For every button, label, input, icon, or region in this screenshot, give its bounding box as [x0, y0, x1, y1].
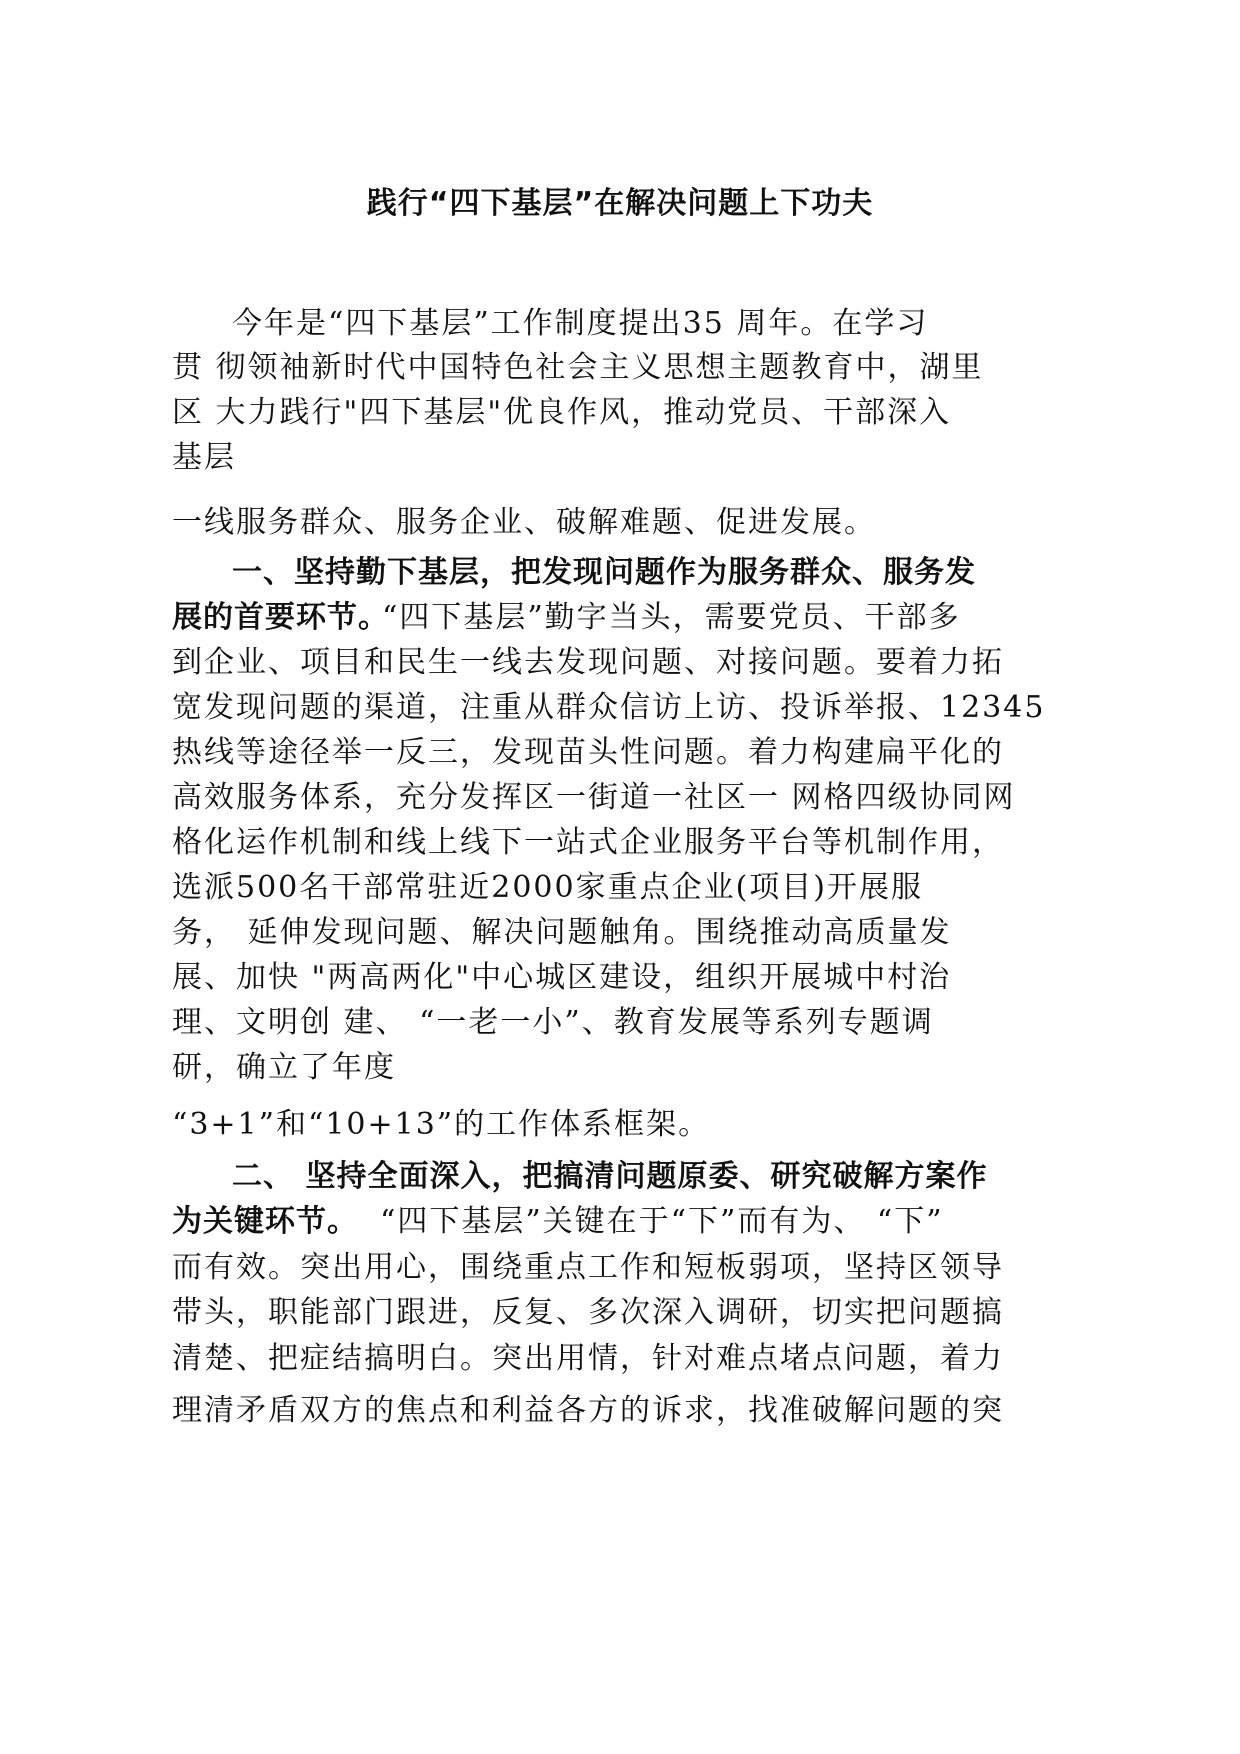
section-1-body-line: 理、文明创 建、 “一老一小”、教育发展等系列专题调: [172, 1005, 934, 1040]
section-2-heading: 二、 坚持全面深入，把搞清问题原委、研究破解方案作: [232, 1159, 988, 1194]
section-1-body-line: 宽发现问题的渠道，注重从群众信访上访、投诉举报、12345: [172, 690, 1046, 725]
intro-line: 贯 彻领袖新时代中国特色社会主义思想主题教育中，湖里: [172, 350, 984, 385]
section-1-body-line: 展、加快 "两高两化"中心城区建设，组织开展城中村治: [172, 960, 952, 995]
intro-line: 今年是“四下基层”工作制度提出35 周年。在学习: [232, 306, 929, 341]
section-1-body-line: 研，确立了年度: [172, 1050, 396, 1085]
intro-line: 区 大力践行"四下基层"优良作风，推动党员、干部深入: [172, 395, 952, 430]
section-2-body-line: 清楚、把症结搞明白。突出用情，针对难点堵点问题，着力: [172, 1341, 1004, 1376]
section-2-heading: 为关键环节。: [172, 1204, 358, 1239]
section-1-body-line: 到企业、项目和民生一线去发现问题、对接问题。要着力拓: [172, 645, 1004, 680]
document-title: 践行“四下基层”在解决问题上下功夫: [366, 186, 874, 221]
section-1-body-line: 格化运作机制和线上线下一站式企业服务平台等机制作用，: [172, 825, 1004, 860]
section-1-body-line: 高效服务体系，充分发挥区一街道一社区一 网格四级协同网: [172, 780, 1016, 815]
section-1-body-line: 选派500名干部常驻近2000家重点企业(项目)开展服: [172, 870, 924, 905]
section-1-lead: “四下基层”勤字当头，需要党员、干部多: [382, 600, 961, 635]
intro-line: 一线服务群众、服务企业、破解难题、促进发展。: [172, 505, 876, 540]
section-1-heading: 一、坚持勤下基层，把发现问题作为服务群众、服务发: [232, 555, 976, 590]
intro-line: 基层: [172, 440, 236, 475]
section-2-body-line: 带头，职能部门跟进，反复、多次深入调研，切实把问题搞: [172, 1295, 1004, 1330]
section-2-body-line: 理清矛盾双方的焦点和利益各方的诉求，找准破解问题的突: [172, 1393, 1004, 1428]
section-1-heading: 展的首要环节。: [172, 600, 389, 635]
section-1-body-line: 热线等途径举一反三，发现苗头性问题。着力构建扁平化的: [172, 735, 1004, 770]
section-1-body-line: “3+1”和“10+13”的工作体系框架。: [172, 1107, 711, 1142]
section-2-lead: “四下基层”关键在于“下”而有为、 “下”: [380, 1204, 944, 1239]
section-1-body-line: 务， 延伸发现问题、解决问题触角。围绕推动高质量发: [172, 915, 952, 950]
section-2-body-line: 而有效。突出用心，围绕重点工作和短板弱项，坚持区领导: [172, 1250, 1004, 1285]
